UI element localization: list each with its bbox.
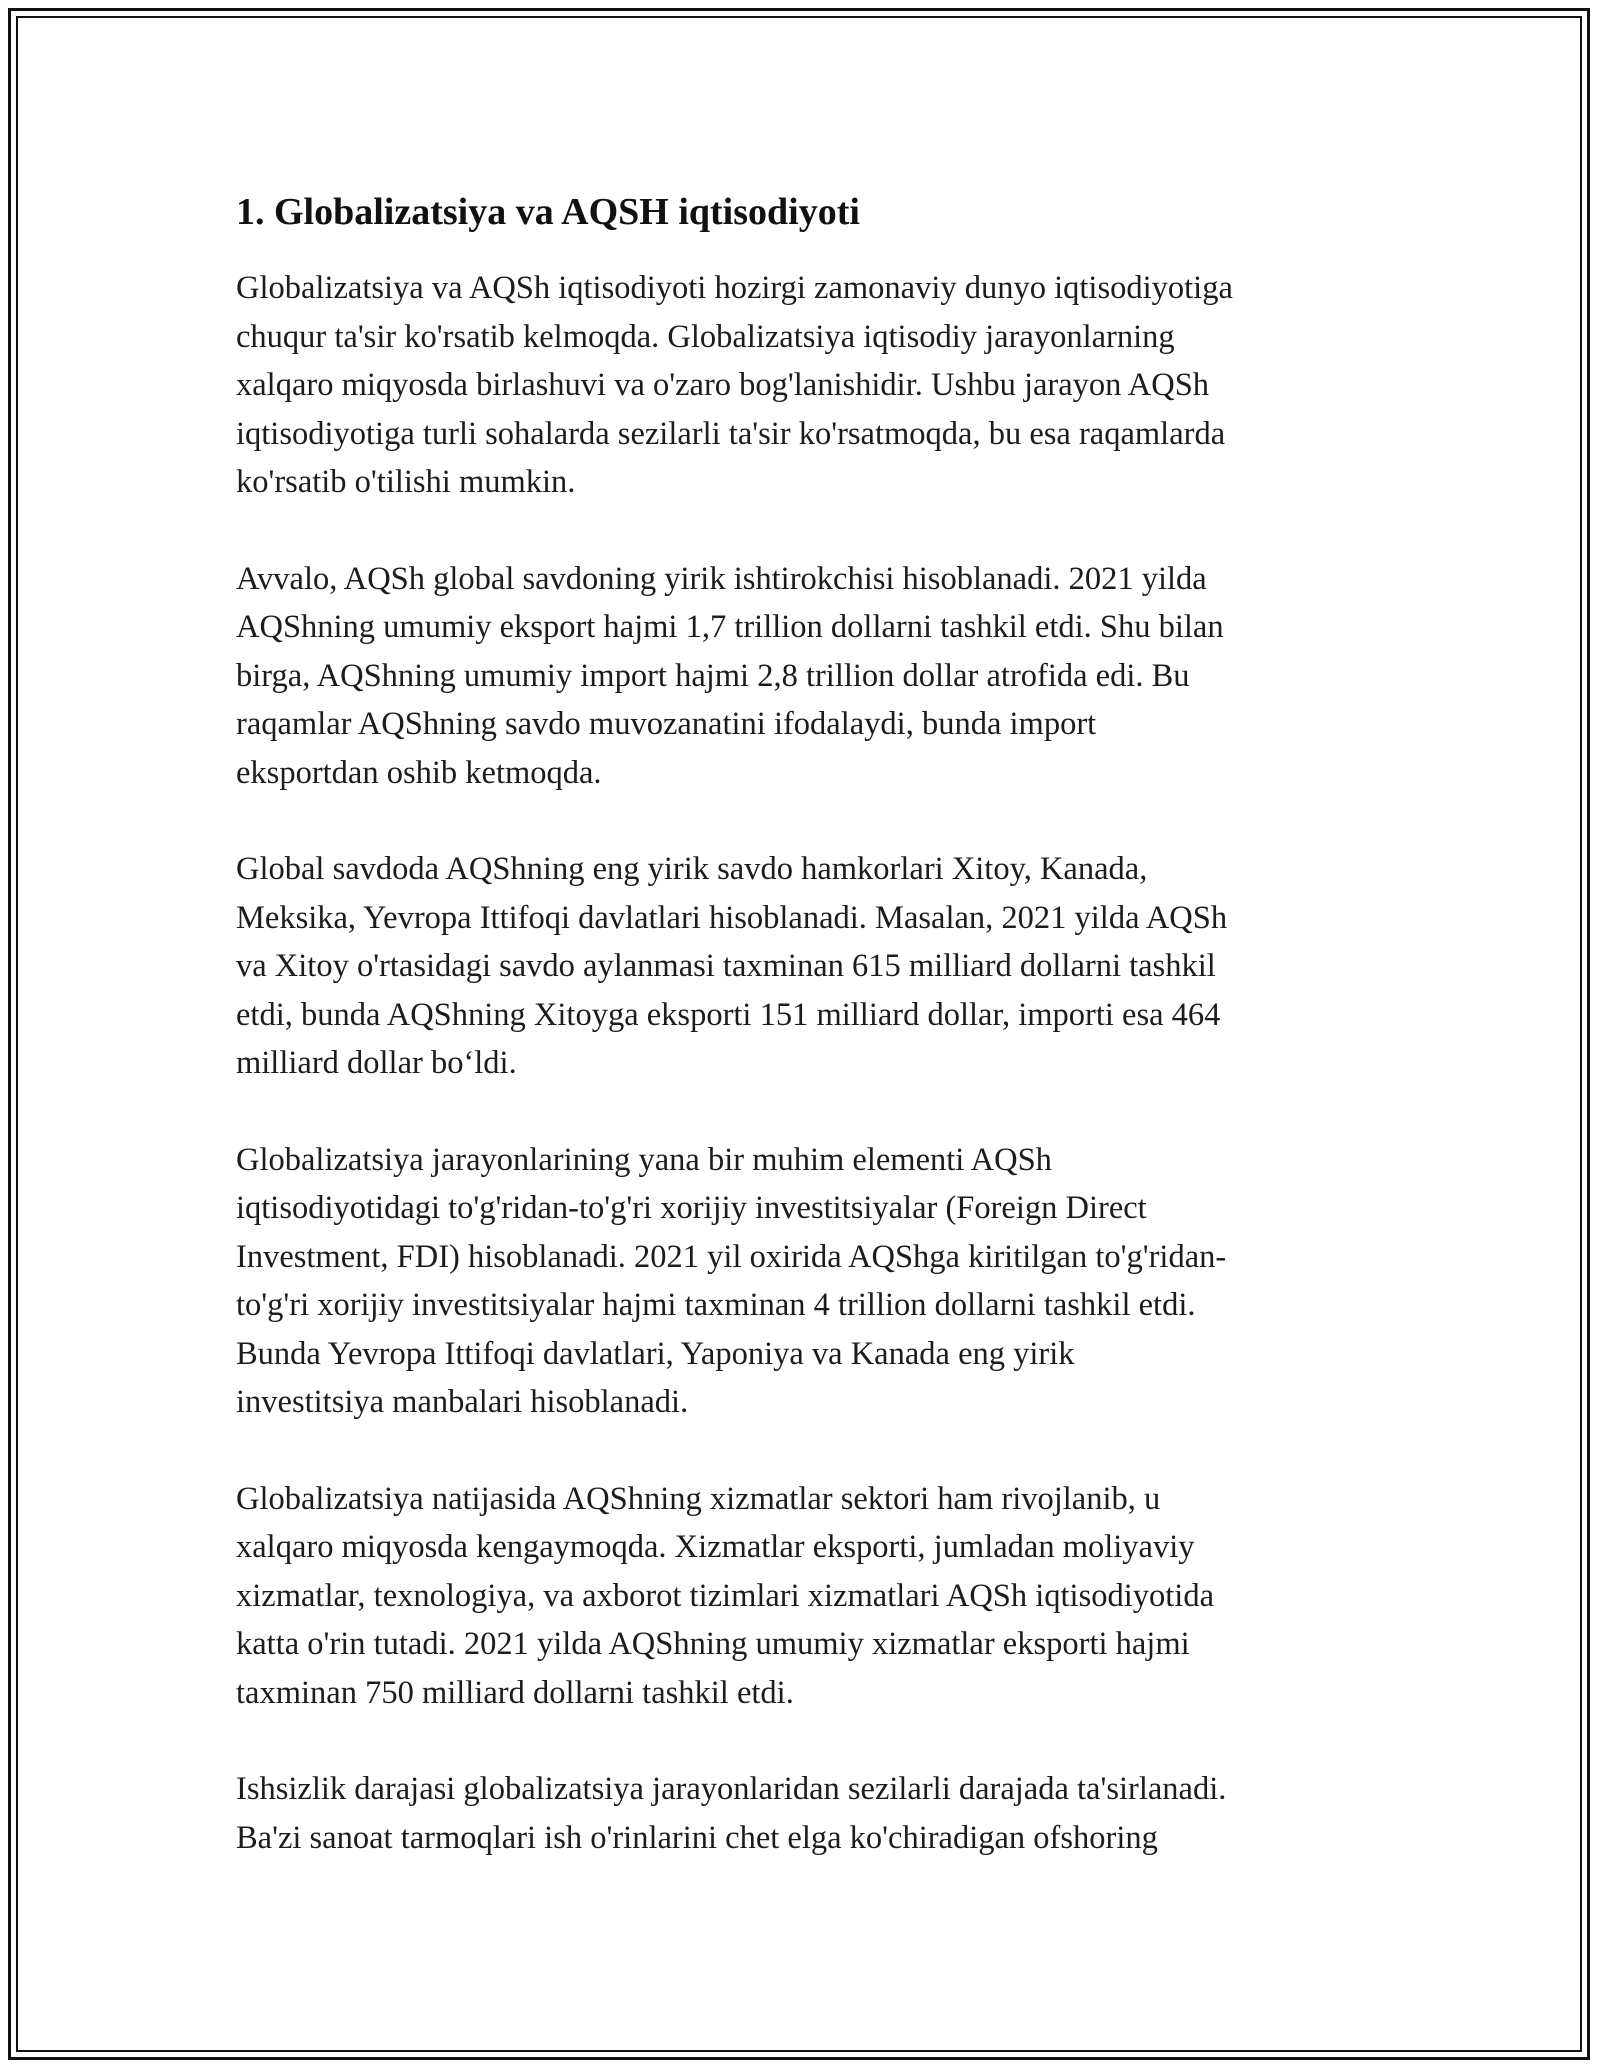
text-line: xizmatlar, texnologiya, va axborot tizimlari xizmatlari AQSh iqtisodiyotida — [236, 1577, 1214, 1614]
text-line: Globalizatsiya jarayonlarining yana bir muhim elementi AQSh — [236, 1141, 1052, 1178]
text-line: Globalizatsiya va AQSh iqtisodiyoti hozirgi zamonaviy dunyo iqtisodiyotiga — [236, 270, 1233, 306]
text-line: etdi, bunda AQShning Xitoyga eksporti 151 milliard dollar, importi esa 464 — [236, 996, 1221, 1033]
text-line: birga, AQShning umumiy import hajmi 2,8 trillion dollar atrofida edi. Bu — [236, 657, 1190, 694]
text-line: eksportdan oshib ketmoqda. — [236, 754, 602, 791]
text-line: to'g'ri xorijiy investitsiyalar hajmi taxminan 4 trillion dollarni tashkil etdi. — [236, 1287, 1196, 1323]
text-line: Globalizatsiya natijasida AQShning xizmatlar sektori ham rivojlanib, u — [236, 1480, 1161, 1517]
text-line: Bunda Yevropa Ittifoqi davlatlari, Yaponiya va Kanada eng yirik — [236, 1335, 1075, 1372]
paragraph-trade-volume — [236, 555, 1376, 798]
text-line: katta o'rin tutadi. 2021 yilda AQShning umumiy xizmatlar eksporti hajmi — [236, 1626, 1190, 1662]
text-line: Investment, FDI) hisoblanadi. 2021 yil oxirida AQShga kiritilgan to'g'ridan- — [236, 1238, 1227, 1275]
text-line: Meksika, Yevropa Ittifoqi davlatlari hisoblanadi. Masalan, 2021 yilda AQSh — [236, 899, 1228, 936]
text-line: xalqaro miqyosda kengaymoqda. Xizmatlar eksporti, jumladan moliyaviy — [236, 1529, 1195, 1565]
text-line: taxminan 750 milliard dollarni tashkil etdi. — [236, 1674, 794, 1711]
text-line: Ishsizlik darajasi globalizatsiya jarayonlaridan sezilarli darajada ta'sirlanadi. — [236, 1771, 1227, 1807]
text-line: Ba'zi sanoat tarmoqlari ish o'rinlarini chet elga ko'chiradigan ofshoring — [236, 1819, 1158, 1856]
text-line: va Xitoy o'rtasidagi savdo aylanmasi taxminan 615 milliard dollarni tashkil — [236, 948, 1216, 984]
text-line: iqtisodiyotiga turli sohalarda sezilarli ta'sir ko'rsatmoqda, bu esa raqamlarda — [236, 415, 1226, 452]
text-line: raqamlar AQShning savdo muvozanatini ifodalaydi, bunda import — [236, 706, 1097, 742]
paragraph-fdi — [236, 1136, 1376, 1427]
paragraph-services — [236, 1475, 1376, 1718]
document-body — [236, 188, 1376, 1910]
paragraph-unemployment — [236, 1765, 1376, 1862]
paragraph-trade-partners — [236, 845, 1376, 1088]
text-line: chuqur ta'sir ko'rsatib kelmoqda. Globalizatsiya iqtisodiy jarayonlarning — [236, 318, 1175, 355]
paragraph-intro — [236, 264, 1376, 507]
text-line: iqtisodiyotidagi to'g'ridan-to'g'ri xorijiy investitsiyalar (Foreign Direct — [236, 1190, 1147, 1226]
text-line: ko'rsatib o'tilishi mumkin. — [236, 464, 576, 500]
text-line: AQShning umumiy eksport hajmi 1,7 trillion dollarni tashkil etdi. Shu bilan — [236, 609, 1224, 645]
section-title: 1. Globalizatsiya va AQSH iqtisodiyoti — [236, 191, 860, 233]
text-line: xalqaro miqyosda birlashuvi va o'zaro bog'lanishidir. Ushbu jarayon AQSh — [236, 367, 1210, 403]
text-line: Global savdoda AQShning eng yirik savdo hamkorlari Xitoy, Kanada, — [236, 851, 1148, 887]
text-line: Avvalo, AQSh global savdoning yirik ishtirokchisi hisoblanadi. 2021 yilda — [236, 560, 1207, 597]
text-line: investitsiya manbalari hisoblanadi. — [236, 1384, 689, 1420]
text-line: milliard dollar bo‘ldi. — [236, 1045, 517, 1081]
